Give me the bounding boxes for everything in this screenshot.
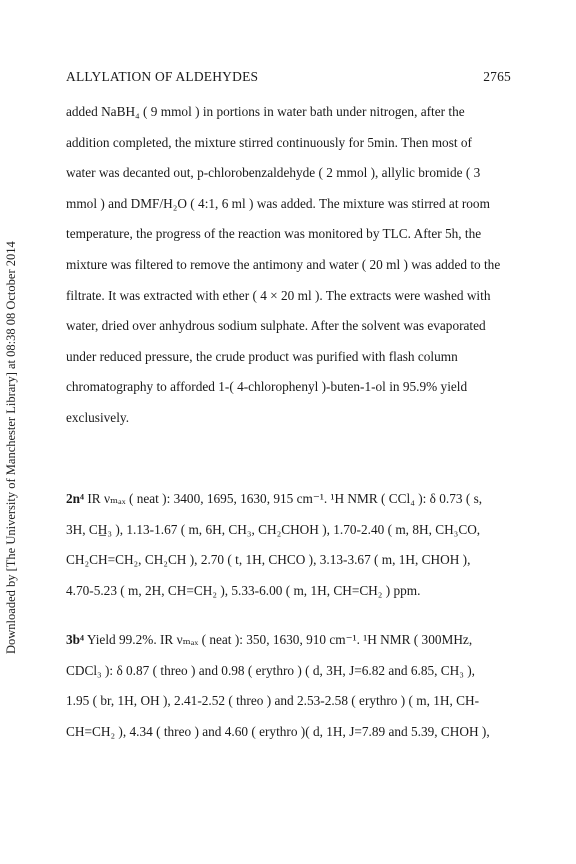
text-line: added NaBH₄ ( 9 mmol ) in portions in water bath under nitrogen, after the [66, 104, 465, 119]
text-line: chromatography to afforded 1-( 4-chlorophenyl )-buten-1-ol in 95.9% yield [66, 379, 468, 395]
text-line-content: Yield 99.2%. IR νₘₐₓ ( neat ): 350, 1630, 910 cm⁻¹. ¹H NMR ( 300MHz, [84, 632, 473, 647]
text-line: CH₂CH=CH₂, CH₂CH ), 2.70 ( t, 1H, CHCO ), 3.13-3.67 ( m, 1H, CHOH ), [66, 552, 471, 568]
text-line: filtrate. It was extracted with ether ( 4 × 20 ml ). The extracts were washed with [66, 287, 491, 303]
text-line: 1.95 ( br, 1H, OH ), 2.41-2.52 ( threo ) and 2.53-2.58 ( erythro ) ( m, 1H, CH- [66, 693, 480, 709]
procedure-paragraph [66, 97, 511, 434]
text-line: 3H, CH̲₃ ), 1.13-1.67 ( m, 6H, CH₃, CH₂CHOH ), 1.70-2.40 ( m, 8H, CH₃CO, [66, 521, 481, 537]
compound-label: 3b⁴ [66, 632, 85, 647]
text-line: water was decanted out, p-chlorobenzaldehyde ( 2 mmol ), allylic bromide ( 3 [66, 165, 481, 181]
text-line: CDCl₃ ): δ 0.87 ( threo ) and 0.98 ( erythro ) ( d, 3H, J=6.82 and 6.85, CH₃ ), [66, 662, 475, 678]
compound-2n-data [66, 484, 511, 606]
text-line [66, 484, 511, 515]
running-header [66, 69, 511, 85]
text-line: temperature, the progress of the reaction was monitored by TLC. After 5h, the [66, 226, 482, 242]
text-line: addition completed, the mixture stirred continuously for 5min. Then most of [66, 134, 472, 150]
text-line: exclusively. [66, 409, 130, 425]
text-line-content: IR νₘₐₓ ( neat ): 3400, 1695, 1630, 915 cm⁻¹. ¹H NMR ( CCl₄ ): δ 0.73 ( s, [84, 491, 483, 506]
text-line: mmol ) and DMF/H₂O ( 4:1, 6 ml ) was added. The mixture was stirred at room [66, 195, 490, 211]
text-line: under reduced pressure, the crude product was purified with flash column [66, 348, 458, 364]
text-line [66, 625, 511, 656]
download-watermark: Downloaded by [The University of Manchester Library] at 08:38 08 October 2014 [4, 241, 18, 654]
page-number: 2765 [483, 69, 511, 84]
compound-label: 2n⁴ [66, 491, 85, 506]
text-line: CH=CH₂ ), 4.34 ( threo ) and 4.60 ( erythro )( d, 1H, J=7.89 and 5.39, CHOH ), [66, 723, 490, 739]
compound-3b-data [66, 625, 511, 747]
text-line: water, dried over anhydrous sodium sulphate. After the solvent was evaporated [66, 318, 486, 334]
text-line: mixture was filtered to remove the antimony and water ( 20 ml ) was added to the [66, 256, 501, 272]
running-title: ALLYLATION OF ALDEHYDES [66, 69, 259, 84]
text-line: 4.70-5.23 ( m, 2H, CH=CH₂ ), 5.33-6.00 ( m, 1H, CH=CH₂ ) ppm. [66, 582, 421, 598]
